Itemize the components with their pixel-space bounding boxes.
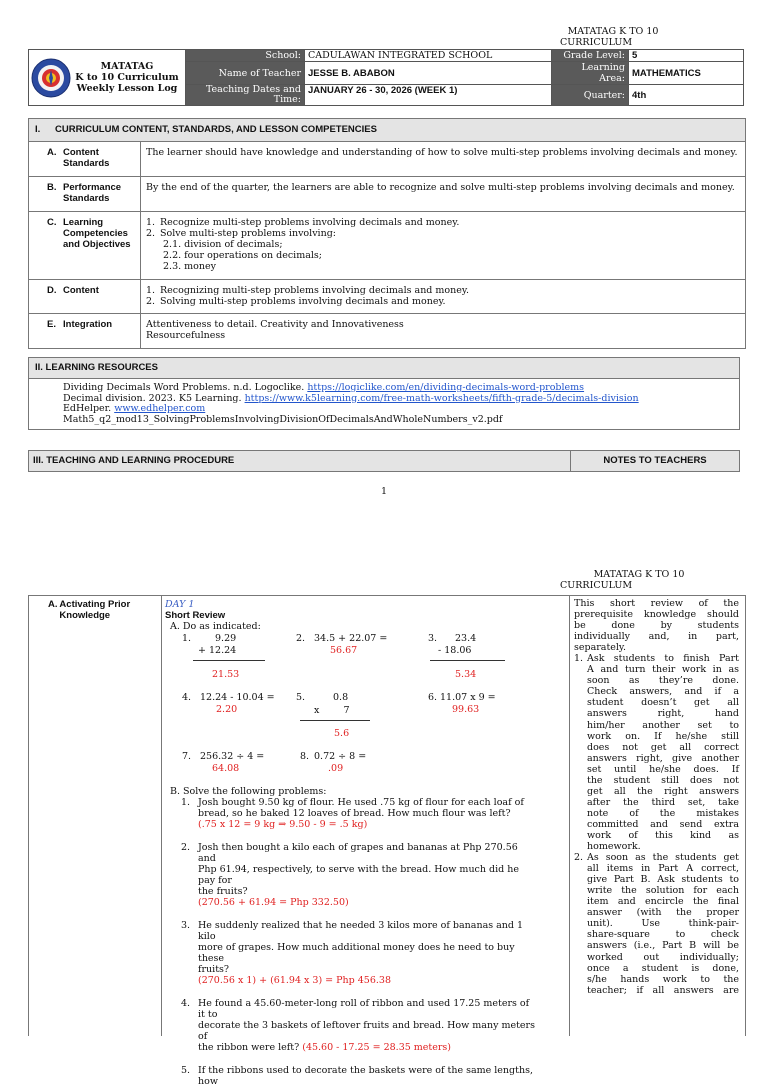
resource-item: Decimal division. 2023. K5 Learning. https://www.k5learning.com/free-math-worksheets/fifth-grade-5/decimals-division — [63, 392, 639, 404]
activating-prior-knowledge-label: A. Activating Prior Knowledge — [48, 599, 131, 621]
problem-answer: (270.56 + 61.94 = Php 332.50) — [198, 897, 349, 908]
sum-rule — [193, 660, 265, 661]
row-c-content — [141, 212, 745, 279]
exercise-answer: 21.53 — [212, 669, 240, 680]
exercise-line: 0.8 — [333, 692, 349, 703]
exercise-answer: 2.20 — [216, 704, 238, 715]
problem-item: 2. Josh then bought a kilo each of grapes and bananas at Php 270.56 and Php 61.94, respectively, to serve with the bread. How much did he pay for the fruits? (270.56 + 61.94 = Php 332.50) — [181, 842, 536, 908]
row-b-text: By the end of the quarter, the learners are able to recognize and solve multi-step problems involving decimals and money. — [146, 182, 735, 193]
row-c-label: Learning Competencies and Objectives — [63, 217, 131, 250]
exercise-number: 1. — [182, 633, 192, 644]
row-d-key: D. — [47, 285, 57, 296]
row-e-label: Integration — [63, 319, 113, 330]
short-review-title: Short Review — [165, 610, 226, 621]
product-rule — [300, 720, 370, 721]
section1-title: CURRICULUM CONTENT, STANDARDS, AND LESSON COMPETENCIES — [55, 124, 377, 135]
exercise-number: 5. — [296, 692, 306, 703]
exercise-answer: 5.34 — [455, 669, 477, 680]
sub-item: 2.2. four operations on decimals; — [163, 250, 322, 261]
logo-caption: Weekly Lesson Log — [76, 83, 178, 94]
row-integration — [29, 314, 745, 348]
page-number: 1 — [381, 486, 388, 497]
exercise-number: 4. — [182, 692, 192, 703]
section1-number: I. — [35, 124, 41, 135]
exercise-number: 8. — [300, 751, 310, 762]
logo-title: MATATAG — [100, 61, 154, 72]
row-a-key: A. — [47, 147, 57, 158]
exercise-answer: 5.6 — [334, 728, 350, 739]
page1-header-tag — [548, 26, 678, 48]
area-value: MATHEMATICS — [629, 62, 744, 85]
teacher-label: Name of Teacher — [186, 62, 305, 85]
list-item: 2. Solving multi-step problems involving decimals and money. — [146, 296, 446, 307]
logo-subtitle: K to 10 Curriculum — [75, 72, 179, 83]
section2-heading: II. LEARNING RESOURCES — [29, 358, 739, 379]
problem-item: 1. Josh bought 9.50 kg of flour. He used .75 kg of flour for each loaf of bread, so he baked 12 loaves of bread. How much flour was left? (.75 x 12 = 9 kg ⇒ 9.50 - 9 = .5 kg) — [181, 797, 524, 830]
note-item: 1. Ask students to finish Part A and turn their work in as soon as they’re done. Check answers, and if a student doesn’t get all answers right, hand him/her another set to work on. If he/she still does not get all correct answers right, give another set until he/she does. If the student still does not get all the right answers after the third set, take note of the mistakes committed and send extra work of this kind as homework. — [574, 653, 739, 853]
dates-label: Teaching Dates and Time: — [186, 85, 305, 106]
grade-value: 5 — [629, 50, 744, 62]
list-item: 1. Recognize multi-step problems involving decimals and money. — [146, 217, 460, 228]
exercise-number: 2. — [296, 633, 306, 644]
section3-title: III. TEACHING AND LEARNING PROCEDURE — [29, 451, 571, 471]
note-item: 2. As soon as the students get all items in Part A correct, give Part B. Ask students to write the solution for each item and encircle the final answer (with the proper unit). Use think-pair- share-square to check answers (i.e., Part B will be worked out individually; once a student is done, s/he hands work to the teacher; if all answers are — [574, 852, 739, 996]
exercise-line: - 18.06 — [438, 645, 472, 656]
header-tag-line-1: MATATAG K TO 10 — [593, 569, 685, 580]
area-label: Learning Area: — [552, 62, 629, 85]
resource-item: Math5_q2_mod13_SolvingProblemsInvolvingDivisionOfDecimalsAndWholeNumbers_v2.pdf — [63, 413, 503, 425]
exercise-line: 23.4 — [455, 633, 477, 644]
exercise-number: 6. — [428, 692, 438, 703]
quarter-label: Quarter: — [552, 85, 629, 106]
row-c-key: C. — [47, 217, 57, 228]
exercise-line: 34.5 + 22.07 = — [314, 633, 388, 644]
deped-seal-icon — [31, 58, 71, 98]
row-performance-standards — [29, 177, 745, 212]
part-a-instruction: A. Do as indicated: — [170, 621, 261, 632]
header-tag-line-1: MATATAG K TO 10 — [567, 26, 659, 37]
teacher-value: JESSE B. ABABON — [305, 62, 552, 85]
exercise-answer: 64.08 — [212, 763, 240, 774]
page2-header-tag — [560, 569, 704, 591]
row-e-key: E. — [47, 319, 56, 330]
logo-cell — [29, 50, 186, 106]
teaching-procedure-header — [28, 450, 740, 472]
curriculum-section — [28, 118, 746, 349]
problem-item: 4. He found a 45.60-meter-long roll of ribbon and used 17.25 meters of it to decorate the 3 baskets of leftover fruits and bread. How many meters of the ribbon were left? (45.60 - 17.25 = 28.35 meters) — [181, 998, 535, 1053]
row-content-standards — [29, 142, 745, 177]
exercise-answer: 99.63 — [452, 704, 480, 715]
exercise-line: 12.24 - 10.04 = — [200, 692, 275, 703]
header-tag-line-2: CURRICULUM — [560, 580, 633, 591]
day-label: DAY 1 — [165, 599, 195, 610]
row-d-content — [141, 280, 745, 313]
problem-answer: (45.60 - 17.25 = 28.35 meters) — [302, 1042, 451, 1053]
learning-resources-section — [28, 357, 740, 430]
part-b-instruction: B. Solve the following problems: — [170, 786, 327, 797]
resource-link[interactable]: https://www.k5learning.com/free-math-worksheets/fifth-grade-5/decimals-division — [244, 392, 639, 404]
problem-answer: (.75 x 12 = 9 kg ⇒ 9.50 - 9 = .5 kg) — [198, 819, 368, 830]
exercise-number: 7. — [182, 751, 192, 762]
exercise-line: x 7 — [314, 705, 350, 716]
difference-rule — [430, 660, 505, 661]
grade-label: Grade Level: — [552, 50, 629, 62]
section1-heading — [29, 119, 745, 142]
list-item: 1. Recognizing multi-step problems involving decimals and money. — [146, 285, 470, 296]
exercise-line: 11.07 x 9 = — [440, 692, 496, 703]
word-problems-list — [181, 797, 536, 1087]
exercise-line: + 12.24 — [198, 645, 237, 656]
problem-item: 3. He suddenly realized that he needed 3 kilos more of bananas and 1 kilo more of grapes. How much additional money does he need to buy these fruits? (270.56 x 1) + (61.94 x 3) = Php 456.38 — [181, 920, 536, 986]
exercise-line: 256.32 ÷ 4 = — [200, 751, 265, 762]
sub-item: 2.1. division of decimals; — [163, 239, 283, 250]
dates-value: JANUARY 26 - 30, 2026 (WEEK 1) — [305, 85, 552, 106]
exercise-answer: 56.67 — [330, 645, 358, 656]
list-item: 2. Solve multi-step problems involving: — [146, 228, 336, 239]
exercise-answer: .09 — [328, 763, 344, 774]
exercise-line: 9.29 — [215, 633, 237, 644]
row-b-key: B. — [47, 182, 57, 193]
sub-item: 2.3. money — [163, 261, 216, 272]
exercise-line: 0.72 ÷ 8 = — [314, 751, 367, 762]
school-label: School: — [186, 50, 305, 62]
resource-item: EdHelper. www.edhelper.com — [63, 403, 206, 415]
notes-title: NOTES TO TEACHERS — [603, 455, 707, 466]
school-value: CADULAWAN INTEGRATED SCHOOL — [305, 50, 552, 62]
resource-list — [29, 379, 739, 429]
row-e-content: Attentiveness to detail. Creativity and Innovativeness Resourcefulness — [146, 319, 404, 341]
notes-to-teachers: This short review of the prerequisite knowledge should be done by students individually and, in part, separately. 1. Ask students to finish Part A and turn their work in as soon as they’re done. Check answers, and if a student doesn’t get all answers right, hand him/her another set to work on. If he/she still does not get all correct answers right, give another set until he/she does. If the student still does not get all the right answers after the third set, take note of the mistakes committed and send extra work of this kind as homework. 2. As soon as the students get all items in Part A correct, give Part B. Ask students to write the solution for each item and encircle the final answer (with the proper unit). Use think-pair- share-square to check answers (i.e., Part B will be worked out individually; once a student is done, s/he hands work to the teacher; if all answers are — [574, 598, 739, 996]
problem-item: 5. If the ribbons used to decorate the baskets were of the same lengths, how — [181, 1065, 533, 1087]
header-info-table — [28, 49, 744, 106]
row-a-text: The learner should have knowledge and understanding of how to solve multi-step problems involving decimals and money. — [146, 147, 738, 158]
resource-link[interactable]: www.edhelper.com — [114, 403, 206, 415]
row-b-label: Performance Standards — [63, 182, 122, 204]
row-content — [29, 280, 745, 314]
row-learning-competencies — [29, 212, 745, 280]
resource-link[interactable]: https://logiclike.com/en/dividing-decimals-word-problems — [307, 382, 585, 393]
header-tag-line-2: CURRICULUM — [560, 37, 633, 48]
quarter-value: 4th — [629, 85, 744, 106]
row-d-label: Content — [63, 285, 99, 296]
exercise-number: 3. — [428, 633, 438, 644]
row-a-label: Content Standards — [63, 147, 110, 169]
problem-answer: (270.56 x 1) + (61.94 x 3) = Php 456.38 — [198, 975, 391, 986]
resource-item: Dividing Decimals Word Problems. n.d. Logoclike. https://logiclike.com/en/dividing-decimals-word-problems — [63, 382, 585, 393]
